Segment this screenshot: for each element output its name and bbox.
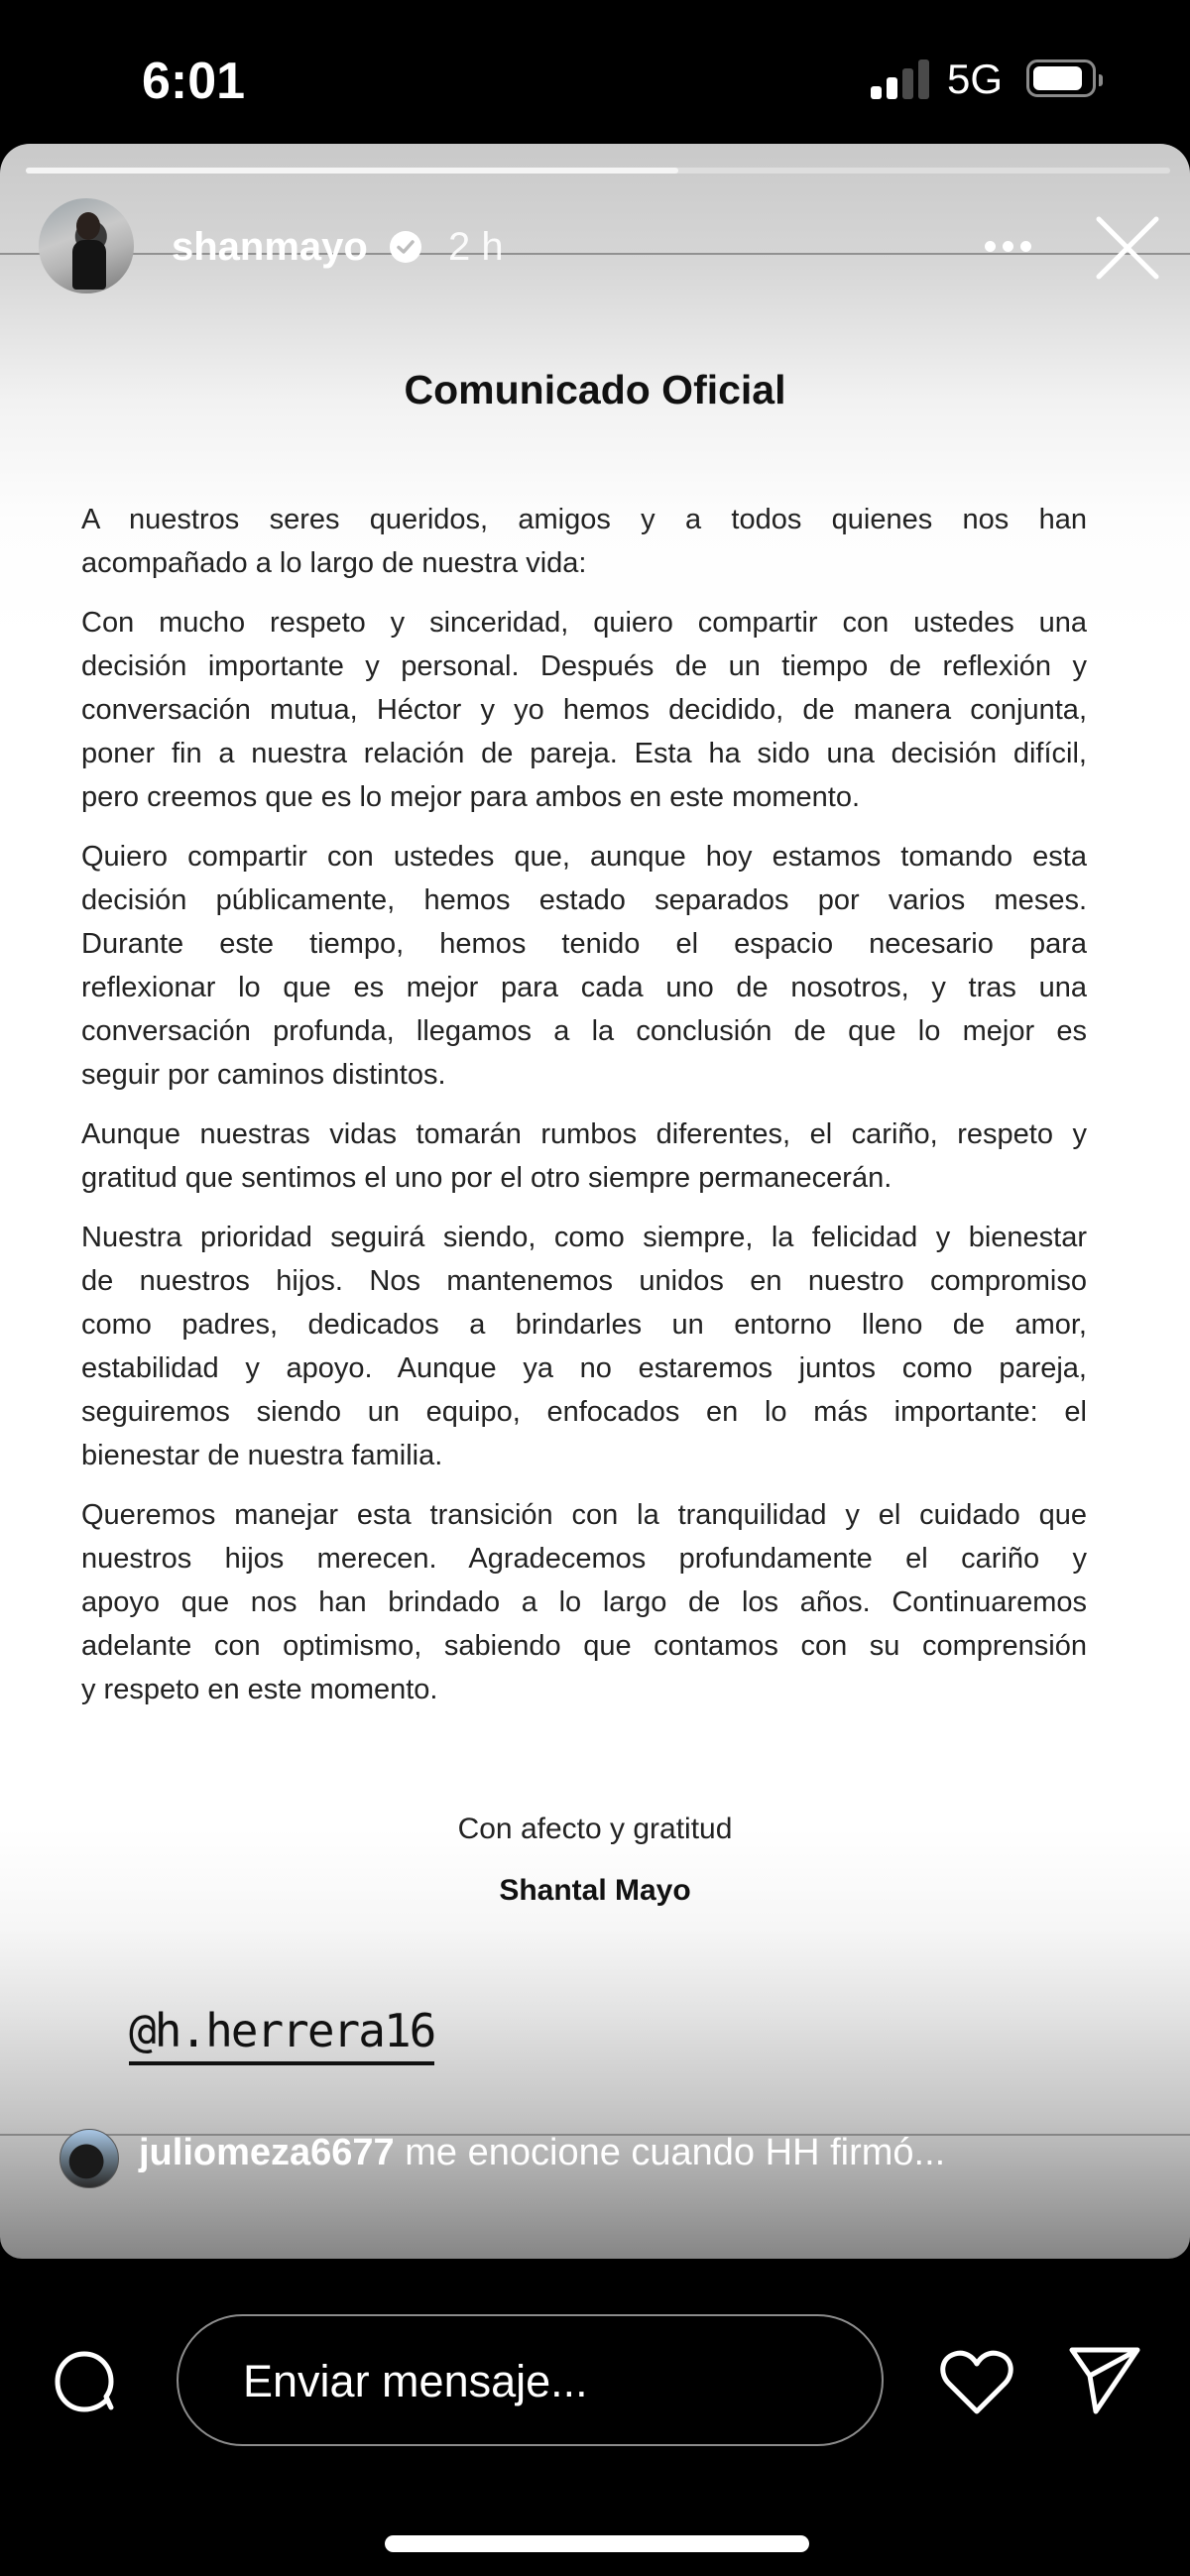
dot xyxy=(985,241,996,252)
avatar-body xyxy=(72,240,106,290)
avatar-head xyxy=(76,212,100,240)
status-time: 6:01 xyxy=(142,53,246,110)
signal-bar xyxy=(887,77,897,99)
document-body xyxy=(81,498,1087,1727)
document-line: Con mucho respeto y sinceridad, quiero compartir con ustedes una xyxy=(81,607,1087,639)
document-paragraph xyxy=(81,498,1087,585)
document-line: estabilidad y apoyo. Aunque ya no estaremos juntos como pareja, xyxy=(81,1352,1087,1384)
comment-text: me enocione cuando HH firmó... xyxy=(405,2132,946,2173)
document-line: y respeto en este momento. xyxy=(81,1674,438,1705)
story-time-ago: 2 h xyxy=(448,225,504,269)
document-line: pero creemos que es lo mejor para ambos en este momento. xyxy=(81,781,861,813)
more-options-icon[interactable] xyxy=(977,235,1036,259)
document-paragraph xyxy=(81,1112,1087,1200)
document-line: Queremos manejar esta transición con la tranquilidad y el cuidado que xyxy=(81,1499,1087,1531)
document-line: conversación mutua, Héctor y yo hemos decidido, de manera conjunta, xyxy=(81,694,1087,726)
document-line: decisión importante y personal. Después de un tiempo de reflexión y xyxy=(81,650,1087,682)
document-paragraph xyxy=(81,835,1087,1097)
document-line: como padres, dedicados a brindarles un entorno lleno de amor, xyxy=(81,1309,1087,1341)
document-line: adelante con optimismo, sabiendo que contamos con su comprensión xyxy=(81,1630,1087,1662)
document-line: gratitud que sentimos el uno por el otro siempre permanecerán. xyxy=(81,1162,892,1194)
chat-bubble-icon[interactable] xyxy=(52,2346,121,2415)
dot xyxy=(1020,241,1031,252)
message-input[interactable] xyxy=(177,2314,884,2446)
document-line: reflexionar lo que es mejor para cada uno de nosotros, y tras una xyxy=(81,972,1087,1003)
signal-bar xyxy=(871,86,882,99)
battery-level xyxy=(1033,66,1082,90)
network-type: 5G xyxy=(947,56,1004,102)
document-line: Quiero compartir con ustedes que, aunque hoy estamos tomando esta xyxy=(81,841,1087,873)
signal-bar xyxy=(902,68,913,99)
document-paragraph xyxy=(81,1493,1087,1711)
message-placeholder: Enviar mensaje... xyxy=(243,2356,588,2406)
send-icon[interactable] xyxy=(1068,2344,1141,2415)
document-paragraph xyxy=(81,601,1087,819)
story-progress-fill xyxy=(26,168,678,174)
battery-icon xyxy=(1026,59,1096,97)
home-indicator[interactable] xyxy=(385,2535,809,2552)
document-line: seguir por caminos distintos. xyxy=(81,1059,446,1091)
profile-avatar[interactable] xyxy=(39,198,134,293)
document-line: decisión públicamente, hemos estado separados por varios meses. xyxy=(81,884,1087,916)
battery-nub xyxy=(1099,74,1103,86)
comment-avatar[interactable] xyxy=(60,2129,119,2188)
document-paragraph xyxy=(81,1216,1087,1477)
document-line: Durante este tiempo, hemos tenido el espacio necesario para xyxy=(81,928,1087,960)
mention-sticker[interactable]: @h.herrera16 xyxy=(129,2006,434,2065)
story-username[interactable]: shanmayo xyxy=(172,225,368,269)
document-line: apoyo que nos han brindado a lo largo de los años. Continuaremos xyxy=(81,1586,1087,1618)
document-line: acompañado a lo largo de nuestra vida: xyxy=(81,547,587,579)
dot xyxy=(1003,241,1013,252)
document-line: Aunque nuestras vidas tomarán rumbos diferentes, el cariño, respeto y xyxy=(81,1118,1087,1150)
comment-username: juliomeza6677 xyxy=(139,2132,395,2173)
document-signature: Shantal Mayo xyxy=(499,1874,691,1907)
document-line: A nuestros seres queridos, amigos y a todos quienes nos han xyxy=(81,504,1087,535)
document-line: poner fin a nuestra relación de pareja. Esta ha sido una decisión difícil, xyxy=(81,738,1087,769)
verified-badge-icon xyxy=(390,231,421,263)
document-line: seguiremos siendo un equipo, enfocados en lo más importante: el xyxy=(81,1396,1087,1428)
comment[interactable] xyxy=(139,2132,945,2174)
signal-strength-icon xyxy=(871,59,930,99)
document-title: Comunicado Oficial xyxy=(404,367,786,412)
document-line: de nuestros hijos. Nos mantenemos unidos en nuestro compromiso xyxy=(81,1265,1087,1297)
story-progress-bar xyxy=(26,168,1170,174)
close-icon[interactable] xyxy=(1095,215,1160,281)
document-line: Nuestra prioridad seguirá siendo, como siempre, la felicidad y bienestar xyxy=(81,1222,1087,1253)
heart-icon[interactable] xyxy=(937,2346,1016,2417)
story-card[interactable] xyxy=(0,144,1190,2259)
document-line: conversación profunda, llegamos a la conclusión de que lo mejor es xyxy=(81,1015,1087,1047)
document-line: nuestros hijos merecen. Agradecemos profundamente el cariño y xyxy=(81,1543,1087,1575)
document-line: bienestar de nuestra familia. xyxy=(81,1440,443,1471)
signal-bar xyxy=(918,59,929,99)
document-closing: Con afecto y gratitud xyxy=(457,1813,733,1845)
